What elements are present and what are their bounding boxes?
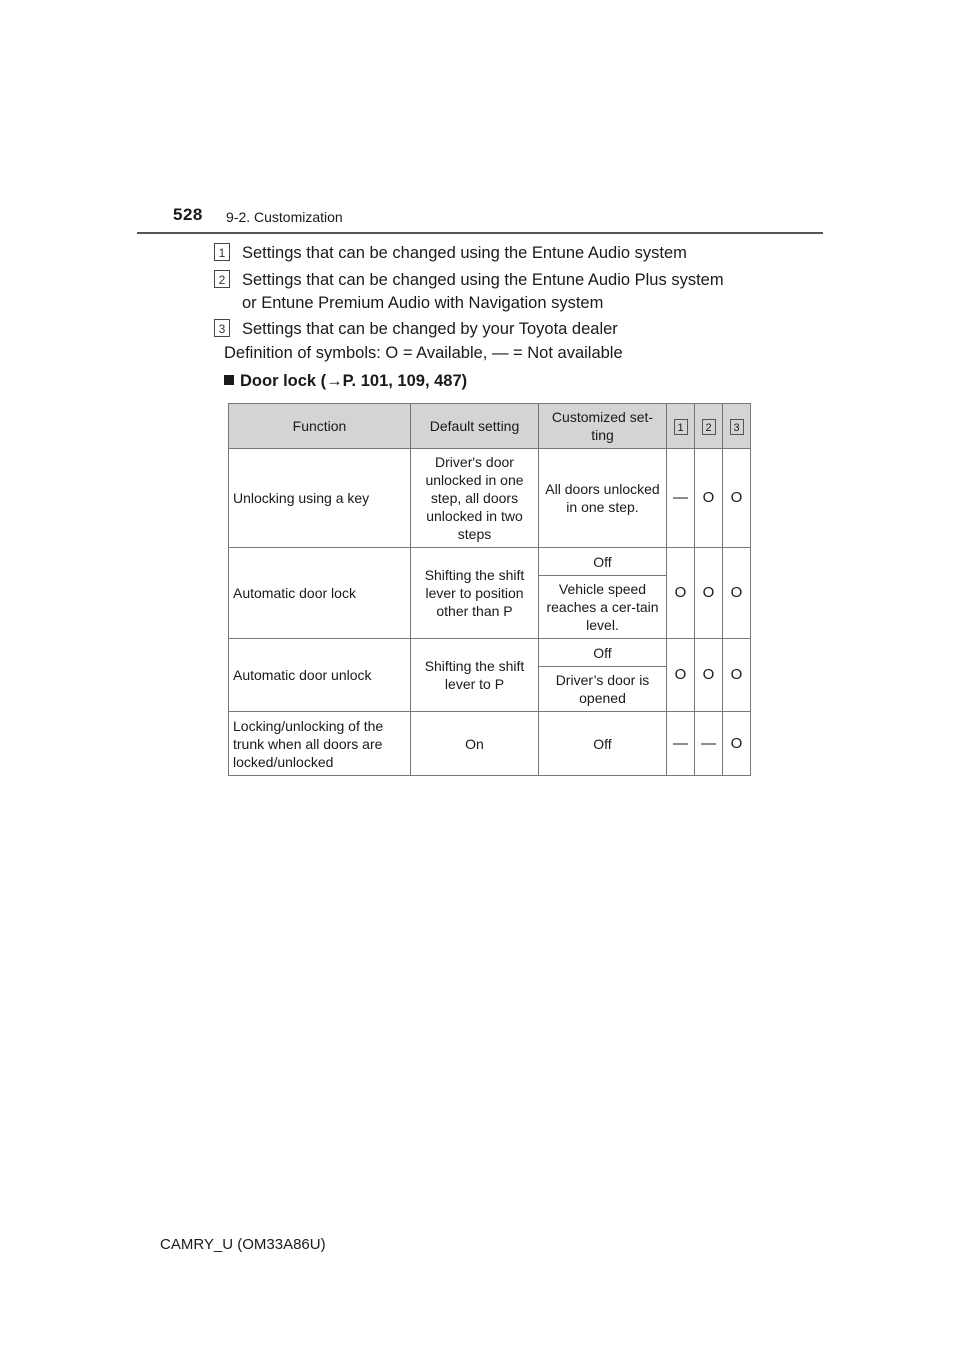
table-header-row (229, 404, 751, 449)
table-row (229, 548, 751, 576)
document-footer: CAMRY_U (OM33A86U) (160, 1236, 326, 1253)
availability-2: O (695, 639, 723, 712)
number-2-icon: 2 (214, 270, 230, 288)
legend-item-1 (214, 242, 687, 265)
availability-1: O (667, 639, 695, 712)
subheading-text: Door lock (→P. 101, 109, 487) (240, 372, 468, 390)
number-3-icon: 3 (730, 419, 744, 435)
table-row (229, 639, 751, 667)
default-cell: Shifting the shift lever to P (411, 639, 539, 712)
availability-1: O (667, 548, 695, 639)
table-row (229, 712, 751, 776)
number-2-icon: 2 (702, 419, 716, 435)
legend-text: Settings that can be changed using the Entune Audio system (242, 244, 687, 262)
symbol-definition: Definition of symbols: O = Available, — = Not available (224, 344, 623, 362)
header-rule (137, 232, 823, 234)
customized-cell: Off (539, 712, 667, 776)
page-header (173, 203, 823, 235)
page-number: 528 (173, 205, 203, 224)
availability-3: O (723, 712, 751, 776)
availability-3: O (723, 548, 751, 639)
legend-text: Settings that can be changed by your Toyota dealer (242, 320, 618, 338)
header-function: Function (229, 404, 411, 449)
default-cell: Driver's door unlocked in one step, all doors unlocked in two steps (411, 449, 539, 548)
customized-cell: Driver’s door is opened (539, 667, 667, 712)
header-customized-setting: Customized set-ting (539, 404, 667, 449)
section-title: 9-2. Customization (226, 209, 343, 225)
legend-text-continued: or Entune Premium Audio with Navigation system (242, 294, 604, 312)
customized-cell: Off (539, 548, 667, 576)
number-1-icon: 1 (214, 243, 230, 261)
table-row (229, 449, 751, 548)
customized-cell: All doors unlocked in one step. (539, 449, 667, 548)
function-cell: Automatic door lock (229, 548, 411, 639)
function-cell: Locking/unlocking of the trunk when all doors are locked/unlocked (229, 712, 411, 776)
legend-item-2 (214, 269, 724, 315)
number-3-icon: 3 (214, 319, 230, 337)
availability-2: — (695, 712, 723, 776)
legend-text: Settings that can be changed using the Entune Audio Plus system (242, 271, 724, 289)
header-col-2 (695, 404, 723, 449)
header-col-3 (723, 404, 751, 449)
function-cell: Unlocking using a key (229, 449, 411, 548)
header-default-setting: Default setting (411, 404, 539, 449)
availability-3: O (723, 639, 751, 712)
availability-2: O (695, 449, 723, 548)
function-cell: Automatic door unlock (229, 639, 411, 712)
legend-item-3 (214, 318, 618, 341)
subheading (224, 372, 467, 391)
availability-3: O (723, 449, 751, 548)
availability-2: O (695, 548, 723, 639)
number-1-icon: 1 (674, 419, 688, 435)
door-lock-settings-table (228, 403, 751, 776)
customized-cell: Off (539, 639, 667, 667)
availability-1: — (667, 712, 695, 776)
header-col-1 (667, 404, 695, 449)
default-cell: On (411, 712, 539, 776)
customized-cell: Vehicle speed reaches a cer-tain level. (539, 576, 667, 639)
default-cell: Shifting the shift lever to position other than P (411, 548, 539, 639)
square-bullet-icon (224, 375, 234, 385)
availability-1: — (667, 449, 695, 548)
